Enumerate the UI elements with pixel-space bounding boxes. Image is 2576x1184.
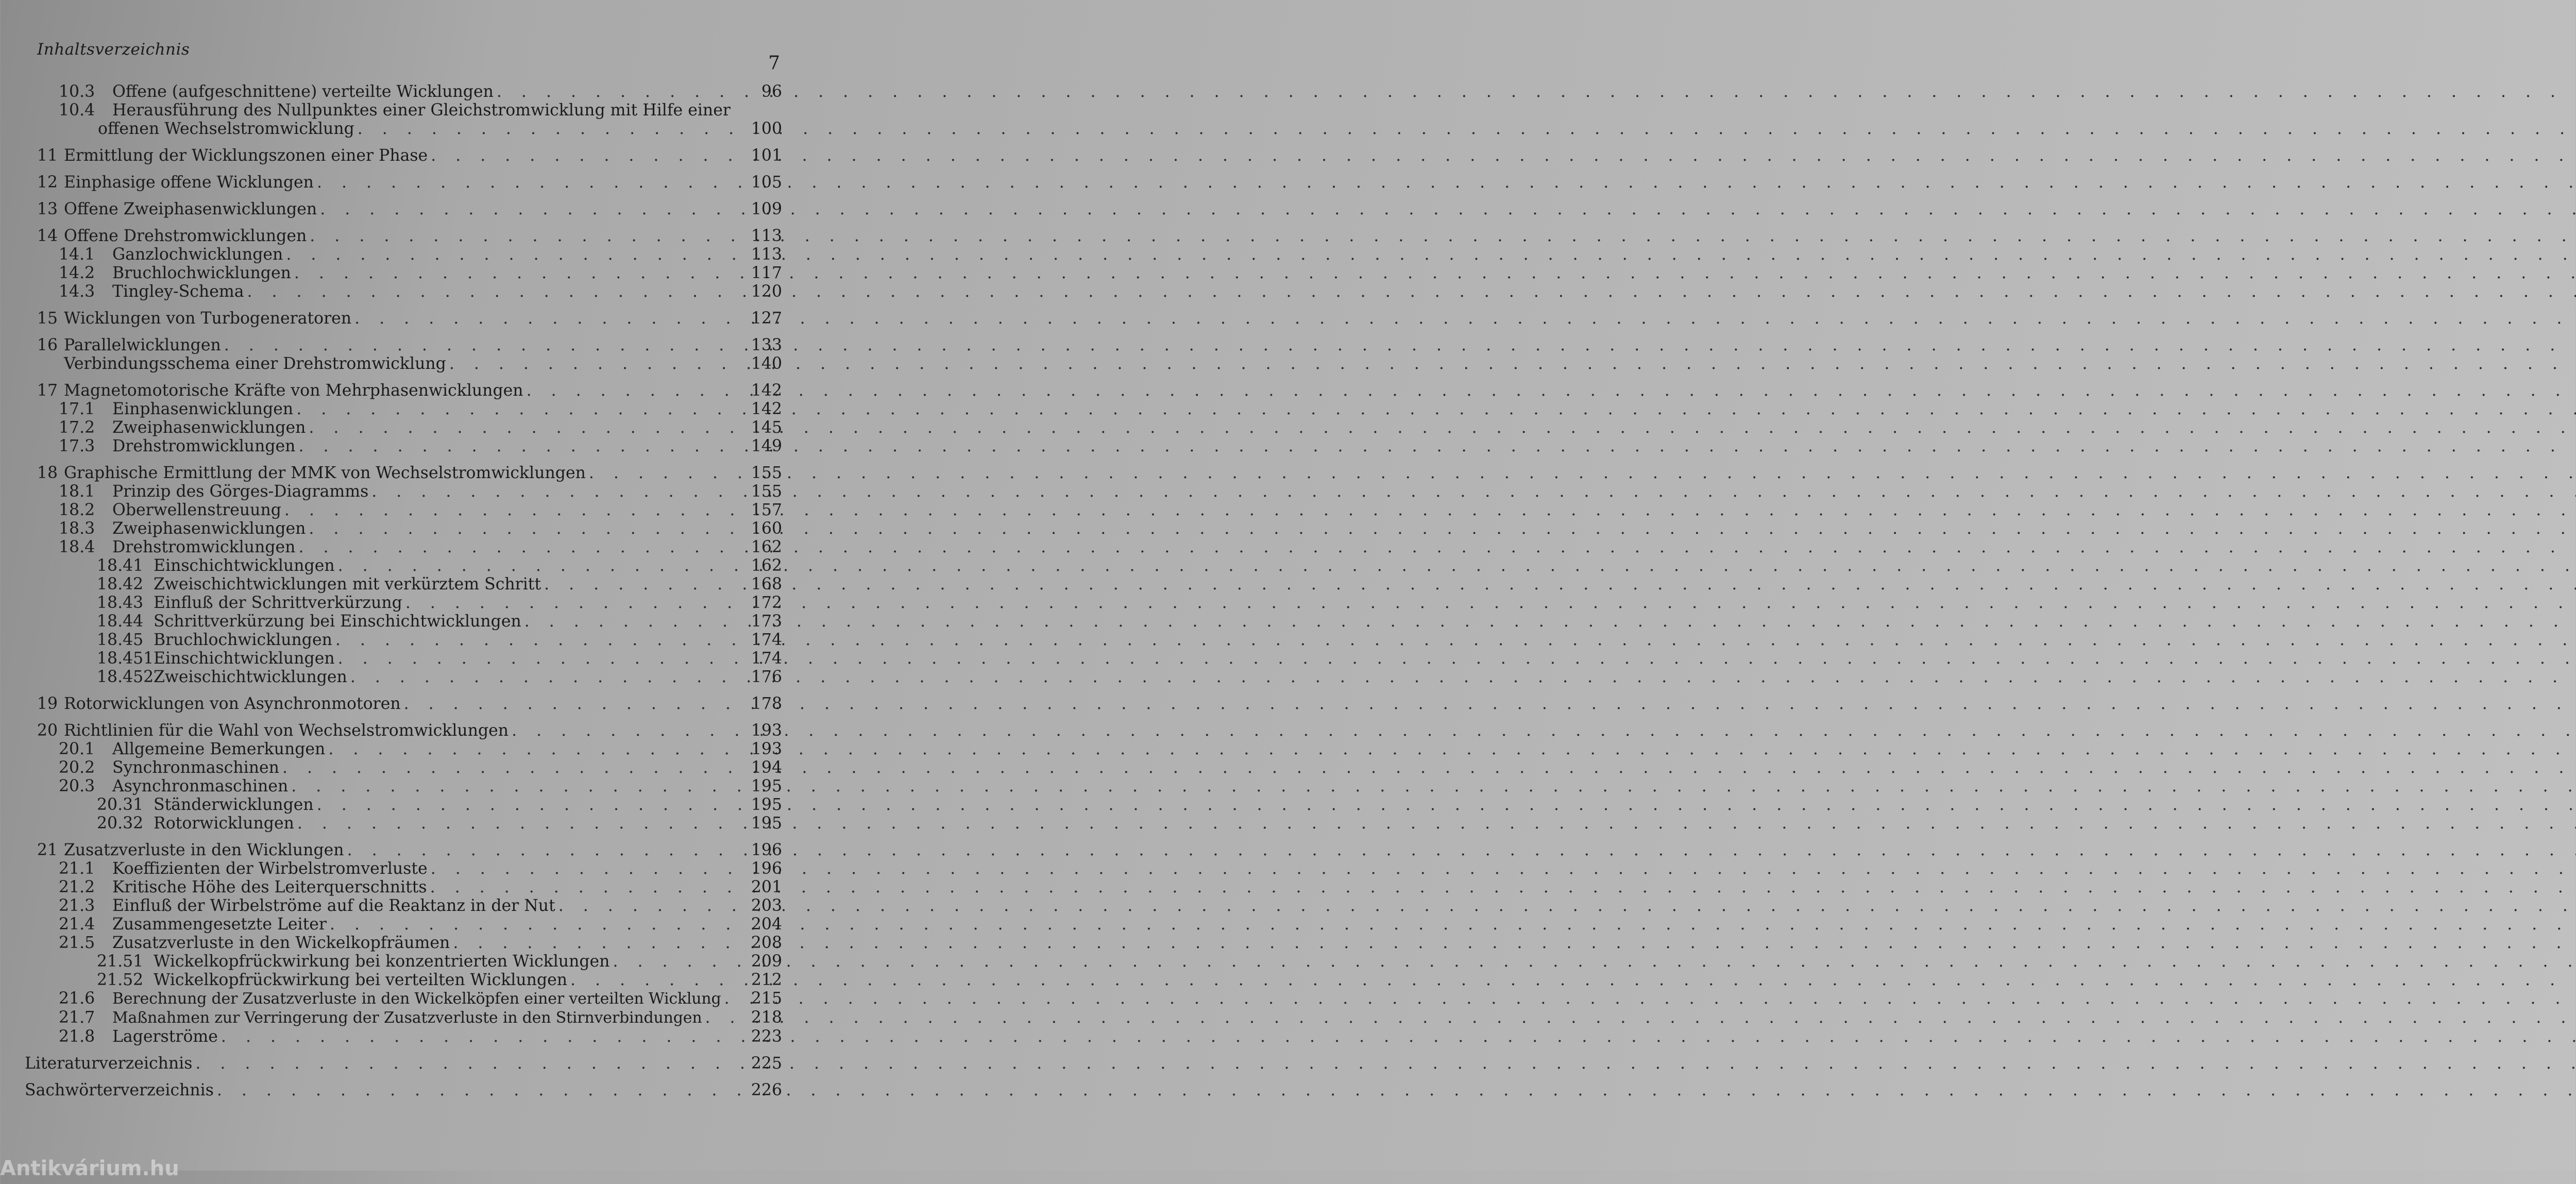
section-title: Einschichtwicklungen bbox=[154, 556, 335, 575]
section-title: Wickelkopfrückwirkung bei konzentrierten Wicklungen bbox=[154, 952, 610, 971]
section-title: Zweiphasenwicklungen bbox=[112, 418, 306, 437]
page-ref: 157 bbox=[751, 501, 782, 519]
page-ref: 142 bbox=[751, 381, 782, 400]
page-ref: 195 bbox=[751, 814, 782, 833]
toc-entry bbox=[25, 418, 782, 437]
section-title: Richtlinien für die Wahl von Wechselstromwicklungen bbox=[64, 721, 509, 740]
toc-entry bbox=[25, 668, 782, 686]
dot-leader bbox=[512, 721, 748, 740]
section-title: Berechnung der Zusatzverluste in den Wickelköpfen einer verteilten Wicklung bbox=[112, 990, 721, 1008]
section-title: Zweiphasenwicklungen bbox=[112, 519, 306, 538]
page-ref: 155 bbox=[751, 482, 782, 501]
toc-entry bbox=[25, 649, 782, 668]
section-title: Graphische Ermittlung der MMK von Wechselstromwicklungen bbox=[64, 464, 586, 482]
toc-entry bbox=[25, 173, 782, 192]
dot-leader bbox=[338, 649, 748, 668]
page-ref: 204 bbox=[751, 915, 782, 934]
toc-entry bbox=[25, 758, 782, 777]
toc-entry bbox=[25, 82, 782, 101]
section-number: 21.5 bbox=[59, 934, 95, 952]
section-number: 20.31 bbox=[97, 796, 144, 814]
page-ref: 208 bbox=[751, 934, 782, 952]
dot-leader bbox=[296, 400, 748, 418]
page-header bbox=[37, 40, 780, 74]
page-ref: 218 bbox=[751, 1008, 782, 1027]
dot-leader bbox=[430, 878, 748, 897]
page-ref: 209 bbox=[751, 952, 782, 971]
dot-leader bbox=[338, 556, 748, 575]
section-title: Schrittverkürzung bei Einschichtwicklungen bbox=[154, 612, 521, 631]
dot-leader bbox=[558, 897, 748, 915]
toc-entry bbox=[25, 381, 782, 400]
dot-leader bbox=[309, 519, 748, 538]
dot-leader bbox=[449, 354, 748, 373]
toc-entry bbox=[25, 796, 782, 814]
section-number: 21.52 bbox=[97, 971, 144, 989]
section-number: 10.4 bbox=[59, 101, 95, 120]
toc-entry bbox=[25, 859, 782, 878]
toc-entry bbox=[25, 282, 782, 301]
dot-leader bbox=[320, 200, 748, 218]
dot-leader bbox=[431, 859, 748, 878]
section-number: 21 bbox=[37, 841, 58, 859]
dot-leader bbox=[330, 915, 748, 934]
section-number: 17.1 bbox=[59, 400, 95, 418]
dot-leader bbox=[247, 282, 748, 301]
toc-entry bbox=[25, 814, 782, 833]
page-ref: 212 bbox=[751, 971, 782, 989]
dot-leader bbox=[309, 418, 748, 437]
dot-leader bbox=[224, 336, 748, 354]
section-number: 16 bbox=[37, 336, 58, 354]
section-title: Sachwörterverzeichnis bbox=[25, 1081, 214, 1100]
section-title: Parallelwicklungen bbox=[64, 336, 221, 354]
dot-leader bbox=[354, 309, 748, 328]
page-ref: 133 bbox=[751, 336, 782, 354]
page-ref: 193 bbox=[751, 740, 782, 758]
section-number: 18.44 bbox=[97, 612, 144, 631]
section-title: Ganzlochwicklungen bbox=[112, 245, 283, 264]
section-number: 12 bbox=[37, 173, 58, 192]
section-number: 19 bbox=[37, 695, 58, 713]
toc-entry bbox=[25, 482, 782, 501]
toc-entry bbox=[25, 1081, 782, 1100]
section-title: Wickelkopfrückwirkung bei verteilten Wicklungen bbox=[154, 971, 568, 989]
toc-entry bbox=[25, 464, 782, 482]
dot-leader bbox=[350, 668, 748, 686]
toc-entry bbox=[25, 556, 782, 575]
section-title: Wicklungen von Turbogeneratoren bbox=[64, 309, 352, 328]
toc-entry bbox=[25, 227, 782, 245]
section-title: Einschichtwicklungen bbox=[154, 649, 335, 668]
toc-entry bbox=[25, 971, 782, 989]
section-title: Zweischichtwicklungen mit verkürztem Schritt bbox=[154, 575, 541, 594]
section-title: Zweischichtwicklungen bbox=[154, 668, 347, 686]
page-ref: 145 bbox=[751, 418, 782, 437]
dot-leader bbox=[310, 227, 748, 245]
toc-entry bbox=[25, 200, 782, 218]
section-title: Koeffizienten der Wirbelstromverluste bbox=[112, 859, 428, 878]
page-ref: 105 bbox=[751, 173, 782, 192]
page-ref: 155 bbox=[751, 464, 782, 482]
dot-leader bbox=[291, 777, 748, 796]
page-ref: 193 bbox=[751, 721, 782, 740]
page-ref: 168 bbox=[751, 575, 782, 594]
dot-leader bbox=[404, 695, 748, 713]
section-number: 15 bbox=[37, 309, 58, 328]
dot-leader bbox=[613, 952, 748, 971]
dot-leader bbox=[317, 173, 748, 192]
section-number: 18.41 bbox=[97, 556, 144, 575]
section-number: 20.2 bbox=[59, 758, 95, 777]
page-ref: 149 bbox=[751, 437, 782, 455]
section-number: 18 bbox=[37, 464, 58, 482]
section-number: 18.3 bbox=[59, 519, 95, 538]
page-ref: 113 bbox=[751, 245, 782, 264]
page-ref: 142 bbox=[751, 400, 782, 418]
section-number: 21.1 bbox=[59, 859, 95, 878]
section-number: 21.3 bbox=[59, 897, 95, 915]
section-number: 20.1 bbox=[59, 740, 95, 758]
section-title: Ständerwicklungen bbox=[154, 796, 314, 814]
dot-leader bbox=[405, 594, 748, 612]
dot-leader bbox=[317, 796, 748, 814]
dot-leader bbox=[724, 989, 748, 1008]
section-number: 10.3 bbox=[59, 82, 95, 101]
toc-entry bbox=[25, 897, 782, 915]
toc-entry bbox=[25, 437, 782, 455]
page-ref: 194 bbox=[751, 758, 782, 777]
section-title: Magnetomotorische Kräfte von Mehrphasenwicklungen bbox=[64, 381, 523, 400]
dot-leader bbox=[527, 381, 748, 400]
dot-leader bbox=[298, 437, 748, 455]
section-title: Synchronmaschinen bbox=[112, 758, 279, 777]
section-title: Einfluß der Wirbelströme auf die Reaktanz in der Nut bbox=[112, 897, 555, 915]
toc-entry bbox=[25, 594, 782, 612]
toc-entry bbox=[25, 777, 782, 796]
page-ref: 162 bbox=[751, 556, 782, 575]
dot-leader bbox=[282, 758, 748, 777]
section-title: Einphasenwicklungen bbox=[112, 400, 294, 418]
section-title: Offene (aufgeschnittene) verteilte Wicklungen bbox=[112, 82, 494, 101]
section-number: 14.3 bbox=[59, 282, 95, 301]
section-number: 18.451 bbox=[97, 649, 154, 668]
toc-entry bbox=[25, 519, 782, 538]
section-number: 21.7 bbox=[59, 1008, 95, 1027]
dot-leader bbox=[453, 934, 748, 952]
page-ref: 113 bbox=[751, 227, 782, 245]
dot-leader bbox=[195, 1054, 748, 1073]
toc-entry bbox=[25, 952, 782, 971]
dot-leader bbox=[705, 1008, 748, 1027]
section-title: Einphasige offene Wicklungen bbox=[64, 173, 314, 192]
watermark: Antikvárium.hu bbox=[0, 1157, 179, 1180]
page-ref: 178 bbox=[751, 695, 782, 713]
toc-entry bbox=[25, 1008, 782, 1027]
dot-leader bbox=[298, 538, 748, 556]
page-ref: 215 bbox=[751, 989, 782, 1008]
dot-leader bbox=[328, 740, 748, 758]
dot-leader bbox=[347, 841, 748, 859]
page-ref: 162 bbox=[751, 538, 782, 556]
dot-leader bbox=[497, 82, 750, 101]
dot-leader bbox=[431, 146, 748, 165]
section-number: 18.2 bbox=[59, 501, 95, 519]
toc-entry bbox=[25, 740, 782, 758]
section-number: 21.8 bbox=[59, 1027, 95, 1046]
page-ref: 117 bbox=[751, 264, 782, 282]
toc-entry bbox=[25, 538, 782, 556]
section-number: 21.4 bbox=[59, 915, 95, 934]
toc-entry bbox=[25, 245, 782, 264]
toc-entry bbox=[25, 146, 782, 165]
toc-entry bbox=[25, 575, 782, 594]
section-number: 17.3 bbox=[59, 437, 95, 455]
page-ref: 174 bbox=[751, 649, 782, 668]
dot-leader bbox=[335, 631, 748, 649]
section-title: Ermittlung der Wicklungszonen einer Phase bbox=[64, 146, 428, 165]
section-number: 18.43 bbox=[97, 594, 144, 612]
section-number: 14.1 bbox=[59, 245, 95, 264]
toc-entry bbox=[25, 878, 782, 897]
page-ref: 127 bbox=[751, 309, 782, 328]
section-number: 18.45 bbox=[97, 631, 144, 649]
dot-leader bbox=[358, 120, 748, 138]
section-title: Literaturverzeichnis bbox=[25, 1054, 193, 1073]
page-ref: 201 bbox=[751, 878, 782, 897]
section-number: 20.32 bbox=[97, 814, 144, 833]
dot-leader bbox=[589, 464, 748, 482]
section-title: Asynchronmaschinen bbox=[112, 777, 289, 796]
running-head: Inhaltsverzeichnis bbox=[37, 40, 190, 59]
section-number: 21.2 bbox=[59, 878, 95, 897]
section-title: Tingley-Schema bbox=[112, 282, 244, 301]
dot-leader bbox=[294, 264, 748, 282]
toc-entry bbox=[25, 501, 782, 519]
toc-entry bbox=[25, 721, 782, 740]
toc-entry bbox=[25, 989, 782, 1008]
page-ref: 225 bbox=[751, 1054, 782, 1073]
section-number: 11 bbox=[37, 146, 58, 165]
page-ref: 109 bbox=[751, 200, 782, 218]
section-title: Rotorwicklungen bbox=[154, 814, 294, 833]
page-ref: 100 bbox=[751, 120, 782, 138]
page-ref: 226 bbox=[751, 1081, 782, 1100]
section-title: Offene Drehstromwicklungen bbox=[64, 227, 307, 245]
section-title: Zusatzverluste in den Wickelkopfräumen bbox=[112, 934, 450, 952]
section-number: 14 bbox=[37, 227, 58, 245]
section-number: 21.51 bbox=[97, 952, 144, 971]
dot-leader bbox=[371, 482, 748, 501]
section-number: 17.2 bbox=[59, 418, 95, 437]
dot-leader bbox=[524, 612, 748, 631]
table-of-contents bbox=[25, 82, 782, 1100]
page-ref: 96 bbox=[761, 82, 782, 101]
section-number: 18.452 bbox=[97, 668, 154, 686]
toc-entry bbox=[25, 101, 782, 120]
toc-entry bbox=[25, 612, 782, 631]
section-title: Allgemeine Bemerkungen bbox=[112, 740, 326, 758]
page-ref: 195 bbox=[751, 777, 782, 796]
section-title: Drehstromwicklungen bbox=[112, 437, 296, 455]
dot-leader bbox=[286, 245, 748, 264]
page-ref: 196 bbox=[751, 841, 782, 859]
dot-leader bbox=[221, 1027, 748, 1046]
toc-entry bbox=[25, 309, 782, 328]
page-number: 7 bbox=[768, 53, 780, 74]
page-ref: 196 bbox=[751, 859, 782, 878]
section-number: 13 bbox=[37, 200, 58, 218]
page-ref: 172 bbox=[751, 594, 782, 612]
section-number: 18.4 bbox=[59, 538, 95, 556]
section-title: Lagerströme bbox=[112, 1027, 218, 1046]
toc-entry bbox=[25, 1054, 782, 1073]
section-title: Oberwellenstreuung bbox=[112, 501, 281, 519]
section-title: Prinzip des Görges-Diagramms bbox=[112, 482, 369, 501]
section-number: 20 bbox=[37, 721, 58, 740]
dot-leader bbox=[570, 971, 748, 989]
section-title: Kritische Höhe des Leiterquerschnitts bbox=[112, 878, 427, 897]
toc-entry bbox=[25, 1027, 782, 1046]
page-ref: 223 bbox=[751, 1027, 782, 1046]
dot-leader bbox=[284, 501, 748, 519]
section-number: 21.6 bbox=[59, 989, 95, 1008]
dot-leader bbox=[217, 1081, 748, 1100]
page-ref: 160 bbox=[751, 519, 782, 538]
section-title: Zusatzverluste in den Wicklungen bbox=[64, 841, 344, 859]
section-title: Einfluß der Schrittverkürzung bbox=[154, 594, 402, 612]
toc-entry bbox=[25, 400, 782, 418]
dot-leader bbox=[297, 814, 748, 833]
section-title: Bruchlochwicklungen bbox=[154, 631, 332, 649]
toc-entry bbox=[25, 841, 782, 859]
section-title: Verbindungsschema einer Drehstromwicklung bbox=[64, 354, 446, 373]
toc-entry bbox=[25, 336, 782, 354]
toc-entry bbox=[25, 915, 782, 934]
page-ref: 173 bbox=[751, 612, 782, 631]
toc-entry bbox=[25, 695, 782, 713]
toc-entry bbox=[25, 354, 782, 373]
page-ref: 176 bbox=[751, 668, 782, 686]
section-title: Maßnahmen zur Verringerung der Zusatzverluste in den Stirnverbindungen bbox=[112, 1009, 702, 1027]
section-title: Zusammengesetzte Leiter bbox=[112, 915, 327, 934]
toc-entry bbox=[25, 631, 782, 649]
section-number: 14.2 bbox=[59, 264, 95, 282]
section-number: 18.42 bbox=[97, 575, 144, 594]
toc-entry bbox=[25, 264, 782, 282]
page-ref: 195 bbox=[751, 796, 782, 814]
page-ref: 120 bbox=[751, 282, 782, 301]
page-ref: 101 bbox=[751, 146, 782, 165]
section-number: 20.3 bbox=[59, 777, 95, 796]
section-title: Rotorwicklungen von Asynchronmotoren bbox=[64, 695, 401, 713]
section-title: Offene Zweiphasenwicklungen bbox=[64, 200, 317, 218]
page-ref: 174 bbox=[751, 631, 782, 649]
section-number: 18.1 bbox=[59, 482, 95, 501]
section-title: Bruchlochwicklungen bbox=[112, 264, 291, 282]
toc-entry bbox=[25, 934, 782, 952]
toc-entry-continuation bbox=[25, 120, 782, 138]
section-title: Herausführung des Nullpunktes einer Gleichstromwicklung mit Hilfe einer bbox=[112, 101, 731, 120]
section-number: 17 bbox=[37, 381, 58, 400]
dot-leader bbox=[544, 575, 748, 594]
page-ref: 140 bbox=[751, 354, 782, 373]
section-title-continuation: offenen Wechselstromwicklung bbox=[98, 120, 354, 138]
section-title: Drehstromwicklungen bbox=[112, 538, 296, 556]
page-ref: 203 bbox=[751, 897, 782, 915]
